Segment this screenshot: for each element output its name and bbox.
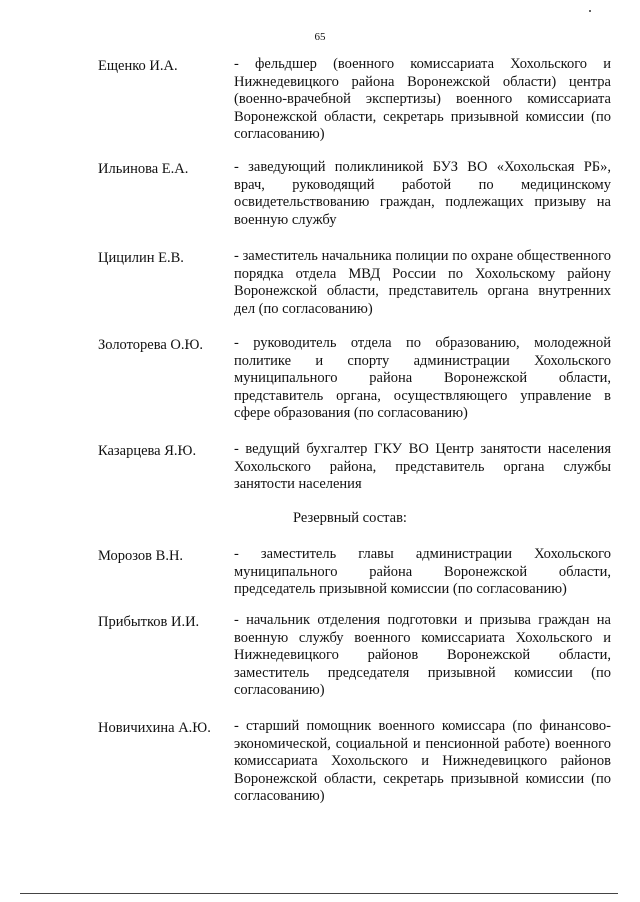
member-role: - начальник отделения подготовки и призыва граждан на военную службу военного комиссариата Хохольского и Нижнедевицкого районов Воронежской области, заместитель председателя призывной комиссии (по согласованию) — [234, 612, 611, 699]
member-role: - старший помощник военного комиссара (по финансово-экономической, социальной и пенсионной работе) военного комиссариата Хохольского и Нижнедевицкого районов Воронежской области, секретарь призывной комиссии (по согласованию) — [234, 718, 611, 805]
bottom-rule — [20, 893, 618, 894]
member-name: Казарцева Я.Ю. — [98, 443, 197, 459]
member-role: - заместитель главы администрации Хохольского муниципального района Воронежской области, председатель призывной комиссии (по согласованию) — [234, 546, 611, 598]
member-name: Золоторева О.Ю. — [98, 337, 204, 353]
member-role: - руководитель отдела по образованию, молодежной политике и спорту администрации Хохольского муниципального района Воронежской области, представитель органа, осуществляющего управление в сфере образования (по согласованию) — [234, 335, 611, 422]
member-name: Новичихина А.Ю. — [98, 720, 211, 736]
member-name: Ещенко И.А. — [98, 58, 178, 74]
reserve-heading: Резервный состав: — [293, 510, 407, 526]
member-role: - ведущий бухгалтер ГКУ ВО Центр занятости населения Хохольского района, представитель органа службы занятости населения — [234, 441, 611, 493]
scan-dot — [589, 10, 591, 12]
member-name: Цицилин Е.В. — [98, 250, 184, 266]
member-name: Прибытков И.И. — [98, 614, 200, 630]
member-role: - заведующий поликлиникой БУЗ ВО «Хохольская РБ», врач, руководящий работой по медицинскому освидетельствованию граждан, подлежащих призыву на военную службу — [234, 159, 611, 228]
member-name: Морозов В.Н. — [98, 548, 184, 564]
member-role: - фельдшер (военного комиссариата Хохольского и Нижнедевицкого района Воронежской области) центра (военно-врачебной экспертизы) военного комиссариата Воронежской области, секретарь призывной комиссии (по согласованию) — [234, 56, 611, 143]
member-role: - заместитель начальника полиции по охране общественного порядка отдела МВД России по Хохольскому району Воронежской области, представитель органа внутренних дел (по согласованию) — [234, 248, 611, 317]
page-number: 65 — [314, 31, 326, 43]
member-name: Ильинова Е.А. — [98, 161, 189, 177]
